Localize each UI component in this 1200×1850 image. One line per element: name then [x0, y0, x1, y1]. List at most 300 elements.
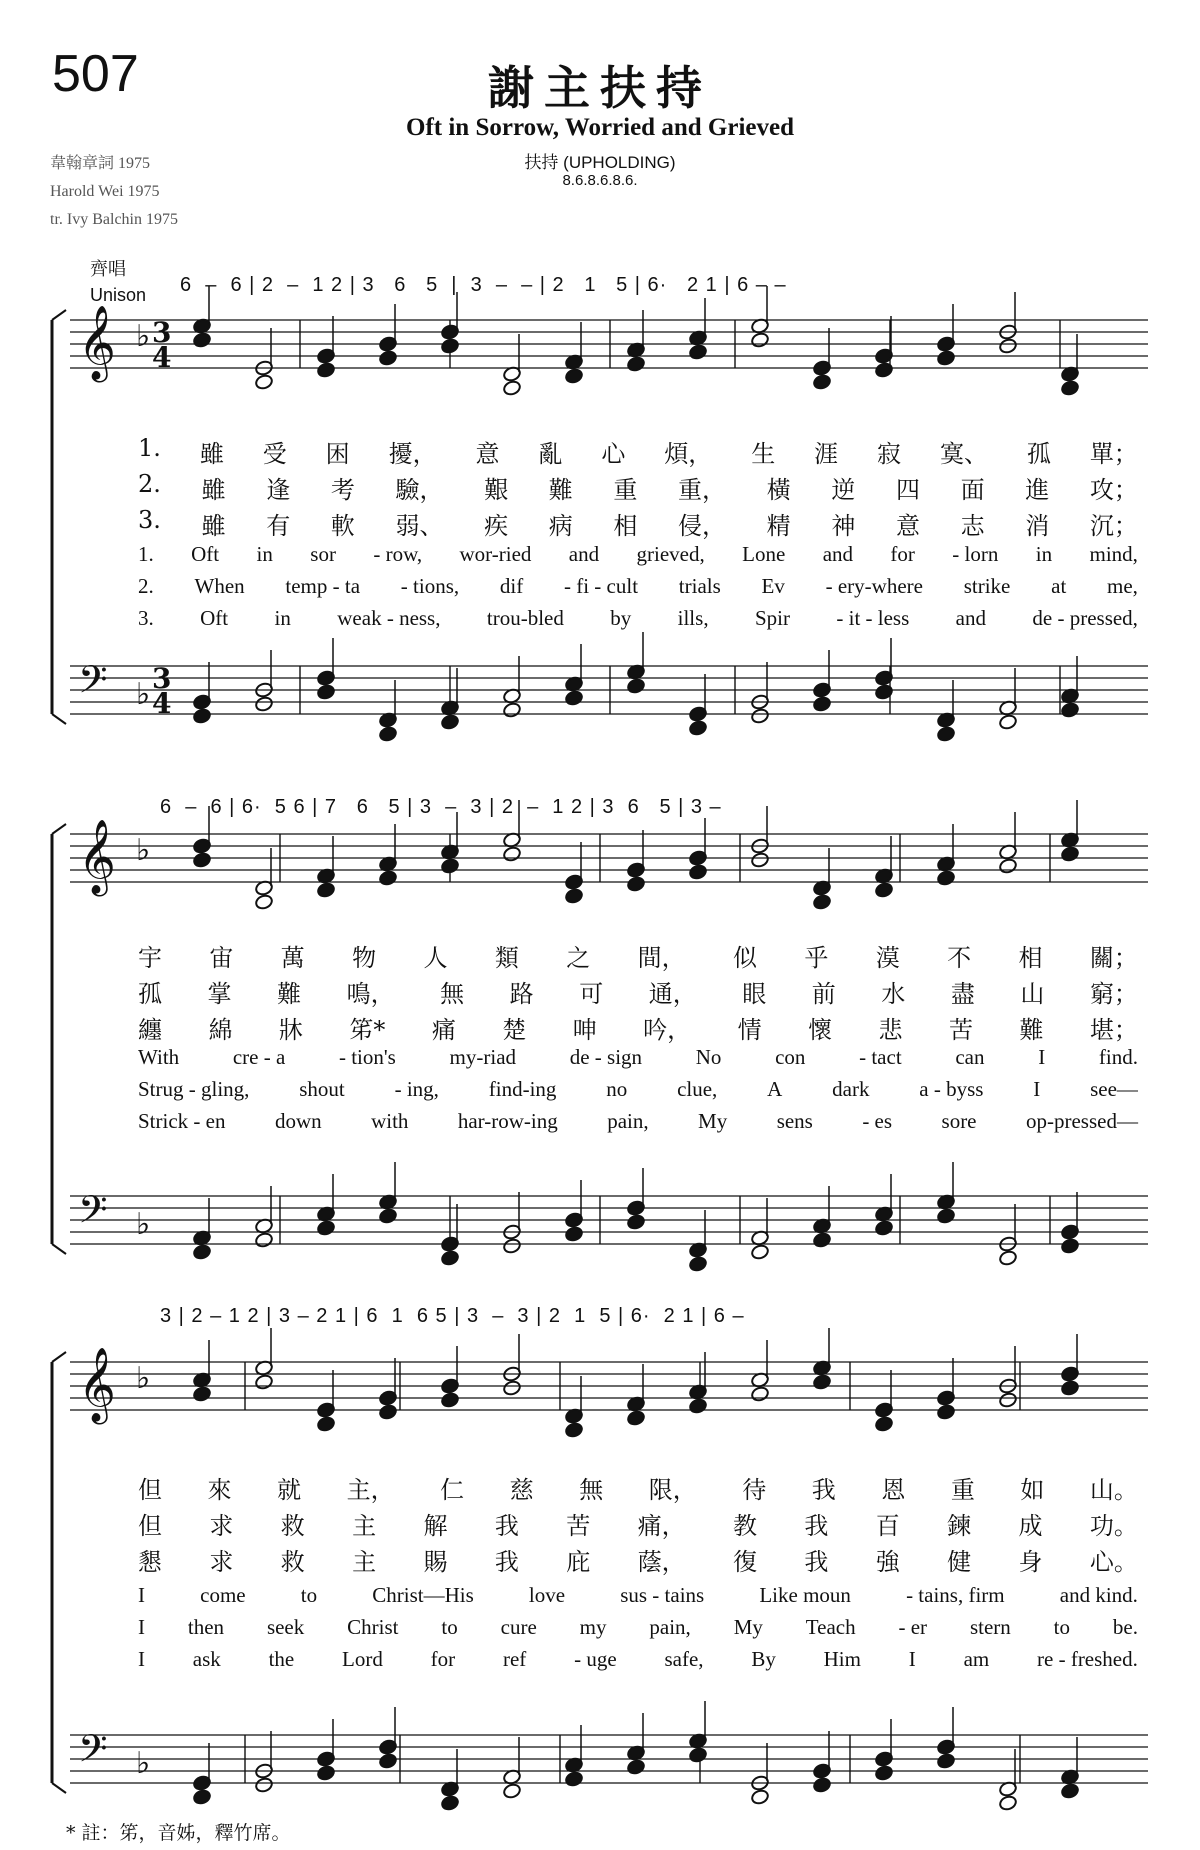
note-head: [316, 684, 335, 701]
lyric-word: 之: [566, 944, 591, 972]
lyric-word: - ery-where: [825, 574, 923, 598]
lyric-word: 山: [1020, 980, 1045, 1008]
note-head: [936, 1753, 955, 1770]
lyric-word: Lone: [742, 542, 786, 566]
lyric-line: [138, 1077, 1138, 1102]
lyric-word: 難: [277, 980, 302, 1008]
lyric-word: 掌: [207, 980, 232, 1008]
lyric-word: con: [775, 1045, 806, 1069]
lyric-word: Him: [823, 1647, 861, 1671]
lyric-word: to: [300, 1583, 318, 1607]
key-signature-flat: ♭: [136, 1207, 151, 1242]
lyric-word: 慈: [509, 1476, 534, 1504]
lyric-word: 意: [475, 440, 500, 468]
lyric-word: ask: [192, 1647, 221, 1671]
lyric-word: 受: [262, 440, 287, 468]
lyric-word: har-row-ing: [457, 1109, 558, 1133]
lyric-word: 寞、: [939, 440, 988, 468]
system-bracket: [52, 310, 66, 320]
note-head: [316, 882, 335, 899]
lyric-word: sus - tains: [620, 1583, 705, 1607]
lyric-word: a - byss: [919, 1077, 984, 1101]
lyric-word: down: [274, 1109, 322, 1133]
note-head: [378, 1208, 397, 1225]
tune-name: 扶持 (UPHOLDING): [524, 153, 676, 172]
lyric-word: 擾，: [388, 440, 437, 468]
note-head: [688, 720, 707, 737]
note-head: [688, 864, 707, 881]
note-head: [316, 1416, 335, 1433]
lyric-word: trou-bled: [486, 606, 564, 630]
lyric-word: A: [767, 1077, 783, 1101]
note-head: [1060, 1380, 1079, 1397]
lyric-word: 庇: [566, 1548, 591, 1576]
lyric-word: Oft: [191, 542, 220, 566]
lyric-word: 限，: [648, 1476, 697, 1504]
lyric-word: 驗，: [395, 476, 444, 504]
lyric-word: 情: [737, 1016, 762, 1044]
lyric-word: with: [371, 1109, 409, 1133]
lyric-word: 似: [733, 944, 757, 972]
note-head: [378, 726, 397, 743]
note-head: [812, 894, 831, 911]
lyric-word: 強: [875, 1548, 900, 1576]
note-head: [750, 852, 769, 869]
lyric-word: for: [430, 1647, 456, 1671]
footnote: * 註：笫，音姊，釋竹席。: [66, 1822, 291, 1844]
note-head: [626, 678, 645, 695]
bass-clef: 𝄢: [78, 657, 108, 711]
lyric-word: 我: [804, 1548, 829, 1576]
treble-clef: 𝄞: [78, 820, 116, 894]
lyric-word: 懷: [808, 1016, 833, 1044]
lyric-line: [138, 1470, 1138, 1505]
note-head: [378, 1753, 397, 1770]
lyric-word: Oft: [200, 606, 229, 630]
lyric-word: 主: [352, 1548, 377, 1576]
lyric-line: [138, 574, 1138, 599]
lyric-word: come: [200, 1583, 246, 1607]
hymn-number: 507: [52, 45, 139, 103]
lyric-word: seek: [266, 1615, 305, 1639]
lyric-word: and: [568, 542, 600, 566]
lyric-line: [138, 506, 1138, 541]
lyric-word: find.: [1098, 1045, 1138, 1069]
note-head: [440, 858, 459, 875]
note-head: [1060, 380, 1079, 397]
lyric-word: 山。: [1089, 1476, 1138, 1504]
lyric-word: 單；: [1089, 440, 1138, 468]
lyric-word: 成: [1018, 1512, 1043, 1540]
lyric-word: - row,: [373, 542, 423, 566]
note-head: [254, 374, 273, 391]
lyric-word: 橫: [766, 476, 791, 504]
key-signature-flat: ♭: [136, 833, 151, 868]
lyric-word: trials: [678, 574, 721, 598]
lyric-word: 消: [1025, 512, 1050, 540]
lyric-word: 水: [881, 980, 906, 1008]
note-head: [192, 1244, 211, 1261]
lyric-line: [138, 470, 1138, 505]
note-head: [564, 368, 583, 385]
lyric-word: in: [256, 542, 273, 566]
note-head: [812, 696, 831, 713]
lyric-word: 煩，: [664, 440, 713, 468]
lyric-word: 眼: [742, 980, 767, 1008]
note-head: [874, 1220, 893, 1237]
lyric-word: - ing,: [394, 1077, 439, 1101]
system-bracket: [52, 824, 66, 834]
lyric-word: to: [1053, 1615, 1070, 1639]
lyric-word: my: [579, 1615, 607, 1639]
lyric-word: strike: [963, 574, 1011, 598]
note-head: [750, 332, 769, 349]
note-head: [750, 1789, 769, 1806]
unison-cn: 齊唱: [90, 259, 126, 279]
lyric-word: 就: [277, 1476, 302, 1504]
lyric-word: 來: [207, 1476, 232, 1504]
lyric-word: 恩: [881, 1476, 906, 1504]
lyric-word: - lorn: [952, 542, 999, 566]
lyric-word: 寂: [877, 440, 902, 468]
lyric-word: mind,: [1089, 542, 1138, 566]
note-head: [192, 708, 211, 725]
lyric-word: at: [1051, 574, 1067, 598]
lyric-word: When: [194, 574, 245, 598]
lyric-line: [138, 1506, 1138, 1541]
note-head: [812, 1777, 831, 1794]
lyric-word: 有: [266, 512, 291, 540]
bass-clef: 𝄢: [78, 1726, 108, 1780]
lyric-word: then: [187, 1615, 225, 1639]
lyric-word: 我: [494, 1512, 519, 1540]
note-head: [626, 1410, 645, 1427]
lyric-word: 鳴，: [346, 980, 395, 1008]
lyric-line: [138, 1615, 1138, 1640]
note-head: [998, 858, 1017, 875]
note-head: [316, 1220, 335, 1237]
lyric-word: 3.: [138, 606, 154, 630]
lyric-word: No: [695, 1045, 722, 1069]
note-head: [254, 1232, 273, 1249]
lyric-word: 痛，: [637, 1512, 686, 1540]
lyric-word: Teach: [805, 1615, 856, 1639]
lyric-word: 2.: [138, 470, 161, 498]
lyric-word: 盡: [950, 980, 975, 1008]
lyric-line: [138, 1647, 1138, 1672]
lyric-word: op-pressed—: [1025, 1109, 1138, 1133]
treble-clef: 𝄞: [78, 306, 116, 380]
note-head: [998, 338, 1017, 355]
system-bracket: [52, 1244, 66, 1254]
note-head: [502, 1783, 521, 1800]
lyric-word: 百: [875, 1512, 900, 1540]
lyric-word: 乎: [804, 944, 829, 972]
lyric-word: ref: [502, 1647, 527, 1671]
lyric-word: 解: [423, 1512, 448, 1540]
lyric-word: re - freshed.: [1037, 1647, 1138, 1671]
note-head: [254, 696, 273, 713]
note-head: [626, 876, 645, 893]
lyric-word: 堪；: [1089, 1016, 1138, 1044]
lyric-word: love: [528, 1583, 566, 1607]
lyric-line: [138, 542, 1138, 567]
lyric-word: 雖: [199, 440, 224, 468]
lyric-word: Strick - en: [138, 1109, 226, 1133]
note-head: [874, 882, 893, 899]
lyric-word: 萬: [280, 944, 305, 972]
note-head: [502, 846, 521, 863]
lyric-word: 難: [548, 476, 573, 504]
lyric-word: - es: [862, 1109, 893, 1133]
lyric-word: 牀: [278, 1016, 303, 1044]
lyric-word: - tact: [859, 1045, 902, 1069]
lyric-line: [138, 606, 1138, 631]
treble-clef: 𝄞: [78, 1348, 116, 1422]
lyric-word: 困: [325, 440, 350, 468]
lyric-word: in: [1035, 542, 1053, 566]
note-head: [254, 894, 273, 911]
lyric-word: 漠: [875, 944, 900, 972]
lyric-word: 呻: [572, 1016, 597, 1044]
note-head: [936, 870, 955, 887]
lyric-word: me,: [1107, 574, 1138, 598]
note-head: [1060, 1238, 1079, 1255]
lyric-word: 我: [494, 1548, 519, 1576]
note-head: [874, 1416, 893, 1433]
lyric-word: 進: [1025, 476, 1050, 504]
lyric-word: I: [138, 1647, 145, 1671]
note-head: [1060, 1783, 1079, 1800]
lyric-word: safe,: [664, 1647, 704, 1671]
lyric-word: 3.: [138, 506, 161, 534]
lyric-word: 待: [742, 1476, 767, 1504]
lyric-word: 心: [601, 440, 626, 468]
lyric-word: 重: [950, 1476, 975, 1504]
lyric-word: 苦: [566, 1512, 591, 1540]
note-head: [440, 1250, 459, 1267]
lyric-line: [138, 1010, 1138, 1045]
lyric-word: 意: [895, 512, 920, 540]
lyric-word: 攻；: [1089, 476, 1138, 504]
note-head: [564, 1422, 583, 1439]
lyric-word: 無: [440, 980, 465, 1008]
note-head: [502, 1380, 521, 1397]
lyric-word: 窮；: [1089, 980, 1138, 1008]
lyric-word: and: [822, 542, 854, 566]
lyric-word: sor: [310, 542, 336, 566]
lyric-word: 病: [548, 512, 573, 540]
lyric-word: 主，: [346, 1476, 395, 1504]
lyric-word: 但: [138, 1476, 162, 1504]
time-signature-top: 3: [152, 662, 172, 695]
lyric-word: - tions,: [400, 574, 460, 598]
lyric-word: - uge: [574, 1647, 617, 1671]
lyric-word: cure: [500, 1615, 537, 1639]
time-signature-bottom: 4: [152, 687, 172, 720]
note-head: [192, 1789, 211, 1806]
note-head: [254, 1777, 273, 1794]
lyric-word: I: [138, 1615, 145, 1639]
note-head: [440, 338, 459, 355]
note-head: [998, 1795, 1017, 1812]
meter: 8.6.8.6.8.6.: [562, 172, 638, 189]
lyric-word: I: [908, 1647, 916, 1671]
note-head: [564, 888, 583, 905]
lyric-word: 2.: [138, 574, 154, 598]
lyric-word: 痛: [431, 1016, 456, 1044]
lyric-word: My: [733, 1615, 763, 1639]
lyric-word: 救: [280, 1548, 305, 1576]
lyric-word: - tains, firm: [906, 1583, 1005, 1607]
note-head: [812, 374, 831, 391]
lyric-word: 宙: [209, 944, 234, 972]
lyric-word: 孤: [138, 980, 162, 1008]
lyric-word: 宇: [138, 944, 162, 972]
note-head: [936, 1404, 955, 1421]
note-head: [378, 870, 397, 887]
note-head: [688, 1747, 707, 1764]
time-signature-bottom: 4: [152, 341, 172, 374]
note-head: [626, 1759, 645, 1776]
lyric-word: 逢: [266, 476, 291, 504]
note-head: [378, 1404, 397, 1421]
jianpu-line-3: 3 | 2 – 1 2 | 3 – 2 1 | 6 1 6 5 | 3 – 3 | 2 1 5 | 6· 2 1 | 6 –: [160, 1305, 745, 1327]
lyric-word: 懇: [138, 1548, 162, 1576]
lyric-word: 關；: [1089, 944, 1138, 972]
note-head: [626, 356, 645, 373]
lyric-word: 求: [209, 1548, 234, 1576]
lyric-word: 主: [352, 1512, 377, 1540]
note-head: [564, 690, 583, 707]
lyric-word: 不: [947, 944, 972, 972]
lyric-word: 復: [733, 1548, 757, 1576]
note-head: [936, 726, 955, 743]
lyric-word: 重: [613, 476, 638, 504]
bass-clef: 𝄢: [78, 1187, 108, 1241]
title-english: Oft in Sorrow, Worried and Grieved: [406, 114, 794, 141]
lyric-word: 無: [579, 1476, 604, 1504]
lyric-word: 雖: [201, 512, 226, 540]
lyric-word: 沉；: [1089, 512, 1138, 540]
lyric-word: 難: [1019, 1016, 1044, 1044]
lyric-word: grieved,: [636, 542, 705, 566]
lyric-word: see—: [1090, 1077, 1138, 1101]
lyric-word: 身: [1018, 1548, 1043, 1576]
lyric-word: 救: [280, 1512, 305, 1540]
lyric-word: 疾: [484, 512, 509, 540]
lyric-word: de - sign: [569, 1045, 643, 1069]
lyric-word: de - pressed,: [1032, 606, 1138, 630]
lyric-word: 苦: [948, 1016, 973, 1044]
lyric-word: 面: [960, 476, 985, 504]
lyric-word: in: [274, 606, 291, 630]
lyric-word: With: [138, 1045, 180, 1069]
lyric-word: 1.: [138, 542, 154, 566]
title-chinese: 謝主扶持: [488, 61, 712, 115]
lyric-word: - tion's: [338, 1045, 396, 1069]
lyric-word: 笫*: [349, 1016, 386, 1044]
lyric-line: [138, 974, 1138, 1009]
lyric-word: find-ing: [488, 1077, 557, 1101]
lyric-word: By: [751, 1647, 776, 1671]
credit-line: tr. Ivy Balchin 1975: [50, 211, 178, 228]
lyric-word: 我: [811, 1476, 836, 1504]
lyric-word: 楚: [502, 1016, 527, 1044]
note-head: [688, 1398, 707, 1415]
lyric-word: 間，: [637, 944, 686, 972]
lyric-word: Christ—His: [372, 1583, 474, 1607]
lyric-word: 重，: [678, 476, 727, 504]
lyric-word: the: [268, 1647, 295, 1671]
note-head: [750, 1244, 769, 1261]
lyric-word: 相: [613, 512, 638, 540]
lyric-word: 吟，: [643, 1016, 692, 1044]
lyric-word: - it - less: [836, 606, 910, 630]
lyric-word: I: [1033, 1077, 1041, 1101]
note-head: [750, 708, 769, 725]
lyric-word: 教: [733, 1512, 757, 1540]
lyric-line: [138, 938, 1138, 973]
lyric-word: 孤: [1026, 440, 1051, 468]
lyric-word: dif: [499, 574, 524, 598]
lyric-line: [138, 1045, 1138, 1070]
system-bracket: [52, 714, 66, 724]
lyric-word: 志: [960, 512, 985, 540]
lyric-word: 功。: [1089, 1512, 1138, 1540]
lyric-word: 四: [895, 476, 920, 504]
lyric-word: 亂: [538, 440, 563, 468]
lyric-word: stern: [969, 1615, 1011, 1639]
lyric-word: 心。: [1089, 1548, 1138, 1576]
lyric-word: 前: [811, 980, 836, 1008]
note-head: [378, 350, 397, 367]
note-head: [316, 362, 335, 379]
lyric-word: 綿: [208, 1016, 233, 1044]
note-head: [998, 714, 1017, 731]
lyric-word: Christ: [347, 1615, 399, 1639]
lyric-word: by: [610, 606, 632, 630]
note-head: [502, 702, 521, 719]
lyric-word: be.: [1112, 1615, 1138, 1639]
note-head: [254, 1374, 273, 1391]
lyric-word: my-riad: [449, 1045, 517, 1069]
key-signature-flat: ♭: [136, 1746, 151, 1781]
lyric-word: 我: [804, 1512, 829, 1540]
lyric-word: 路: [509, 980, 534, 1008]
lyric-word: 蔭，: [637, 1548, 686, 1576]
lyric-word: - fi - cult: [563, 574, 639, 598]
lyric-word: 逆: [831, 476, 856, 504]
note-head: [440, 714, 459, 731]
note-head: [998, 1250, 1017, 1267]
jianpu-line-2: 6 – 6 | 6· 5 6 | 7 6 5 | 3 – 3 | 2 – 1 2 | 3 6 5 | 3 –: [160, 796, 722, 818]
lyric-word: sens: [776, 1109, 813, 1133]
lyric-word: 1.: [138, 434, 161, 462]
lyric-line: [138, 1109, 1138, 1134]
note-head: [874, 1765, 893, 1782]
lyric-word: 鍊: [947, 1512, 972, 1540]
system-bracket: [52, 1783, 66, 1793]
lyric-word: Strug - gling,: [138, 1077, 250, 1101]
note-head: [812, 1374, 831, 1391]
lyric-line: [138, 1542, 1138, 1577]
lyric-word: 悲: [878, 1016, 903, 1044]
lyric-word: 可: [579, 980, 604, 1008]
lyric-word: 弱、: [395, 512, 444, 540]
time-signature-top: 3: [152, 316, 172, 349]
lyric-word: 如: [1020, 1476, 1045, 1504]
